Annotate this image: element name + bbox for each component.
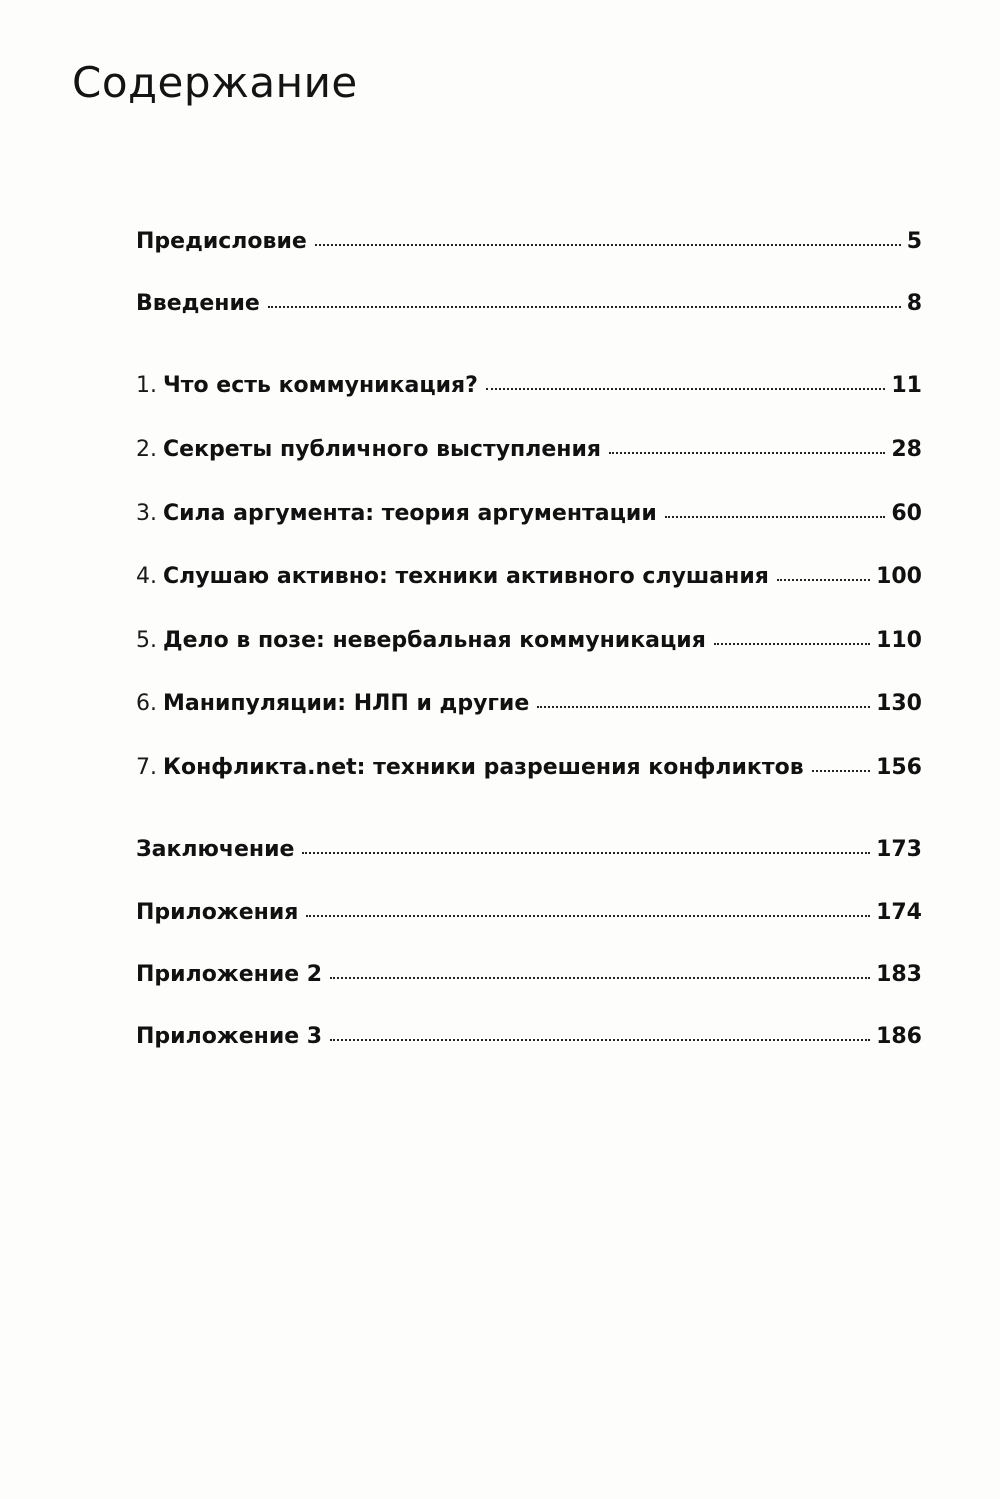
toc-chapter-number: 5.	[136, 628, 157, 653]
toc-entry-label: Сила аргумента: теория аргументации	[163, 501, 657, 526]
toc-entry-label: Приложения	[136, 900, 299, 925]
toc-page-number: 100	[876, 564, 922, 589]
toc-entry-label: Слушаю активно: техники активного слушания	[163, 564, 769, 589]
toc-dot-leader	[330, 1035, 870, 1041]
toc-dot-leader	[665, 512, 886, 518]
toc-entry-chapter-6[interactable]	[136, 686, 922, 722]
toc-dot-leader	[306, 911, 870, 917]
toc-dot-leader	[315, 240, 901, 246]
toc-page-number: 110	[876, 628, 922, 653]
toc-entry-label: Приложение 3	[136, 1024, 323, 1049]
toc-dot-leader	[537, 702, 870, 708]
toc-dot-leader	[714, 639, 870, 645]
toc-chapter-number: 7.	[136, 755, 157, 780]
toc-page-number: 11	[891, 373, 922, 398]
toc-entry-appendix-3[interactable]	[136, 1019, 922, 1055]
page-title: Содержание	[72, 58, 358, 107]
toc-chapter-number: 4.	[136, 564, 157, 589]
toc-entry-label: Введение	[136, 291, 260, 316]
toc-chapter-number: 1.	[136, 373, 157, 398]
toc-dot-leader	[777, 575, 870, 581]
toc-entry-chapter-2[interactable]	[136, 432, 922, 468]
toc-dot-leader	[812, 766, 870, 772]
toc-entry-introduction[interactable]	[136, 286, 922, 322]
toc-page-number: 183	[876, 962, 922, 987]
toc-entry-conclusion[interactable]	[136, 832, 922, 868]
toc-entry-label: Предисловие	[136, 229, 307, 254]
toc-entry-label: Манипуляции: НЛП и другие	[163, 691, 530, 716]
toc-entry-preface[interactable]	[136, 224, 922, 260]
toc-dot-leader	[609, 448, 885, 454]
toc-page-number: 130	[876, 691, 922, 716]
toc-page-number: 60	[891, 501, 922, 526]
toc-page-number: 156	[876, 755, 922, 780]
toc-entry-chapter-7[interactable]	[136, 750, 922, 786]
toc-chapter-number: 3.	[136, 501, 157, 526]
toc-dot-leader	[302, 848, 870, 854]
toc-dot-leader	[486, 384, 885, 390]
toc-chapter-number: 2.	[136, 437, 157, 462]
toc-page-number: 5	[906, 229, 922, 254]
toc-entry-chapter-5[interactable]	[136, 623, 922, 659]
toc-page-number: 174	[876, 900, 922, 925]
toc-page-number: 186	[876, 1024, 922, 1049]
toc-chapter-number: 6.	[136, 691, 157, 716]
toc-entry-label: Приложение 2	[136, 962, 323, 987]
toc-page-number: 28	[891, 437, 922, 462]
toc-entry-label: Что есть коммуникация?	[163, 373, 478, 398]
toc-page-number: 173	[876, 837, 922, 862]
toc-page-number: 8	[906, 291, 922, 316]
toc-entry-label: Секреты публичного выступления	[163, 437, 602, 462]
toc-entry-chapter-1[interactable]	[136, 368, 922, 404]
toc-dot-leader	[268, 302, 901, 308]
toc-entry-appendices[interactable]	[136, 895, 922, 931]
toc-entry-label: Заключение	[136, 837, 295, 862]
toc-entry-appendix-2[interactable]	[136, 957, 922, 993]
toc-entry-chapter-4[interactable]	[136, 559, 922, 595]
toc-dot-leader	[330, 973, 870, 979]
toc-entry-label: Дело в позе: невербальная коммуникация	[163, 628, 706, 653]
table-of-contents	[136, 0, 922, 1499]
toc-entry-chapter-3[interactable]	[136, 496, 922, 532]
toc-entry-label: Конфликта.net: техники разрешения конфликтов	[163, 755, 804, 780]
